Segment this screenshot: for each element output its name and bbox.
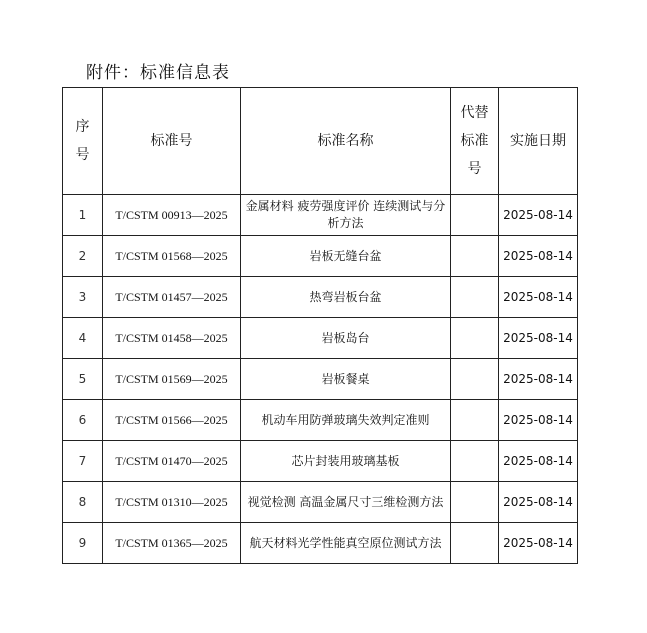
row-name: 热弯岩板台盆 [241,277,451,318]
header-index: 序 号 [63,88,103,195]
row-code: T/CSTM 01365—2025 [103,523,241,564]
row-replaces [451,400,499,441]
table-row [63,523,578,564]
row-index: 6 [63,400,103,441]
row-date: 2025-08-14 [499,236,578,277]
header-replaces: 代替 标准 号 [451,88,499,195]
table-header-row [63,88,578,195]
row-code: T/CSTM 01457—2025 [103,277,241,318]
row-replaces [451,236,499,277]
page-title: 附件：标准信息表 [86,63,230,83]
row-replaces [451,277,499,318]
row-name: 岩板无缝台盆 [241,236,451,277]
row-replaces [451,359,499,400]
row-code: T/CSTM 01458—2025 [103,318,241,359]
row-replaces [451,441,499,482]
row-index: 1 [63,195,103,236]
row-date: 2025-08-14 [499,195,578,236]
row-code: T/CSTM 01566—2025 [103,400,241,441]
row-replaces [451,195,499,236]
table-row [63,482,578,523]
row-index: 4 [63,318,103,359]
row-date: 2025-08-14 [499,441,578,482]
row-name: 金属材料 疲劳强度评价 连续测试与分析方法 [241,195,451,236]
row-replaces [451,523,499,564]
table-row [63,441,578,482]
row-name: 岩板岛台 [241,318,451,359]
row-code: T/CSTM 01569—2025 [103,359,241,400]
row-date: 2025-08-14 [499,277,578,318]
row-index: 3 [63,277,103,318]
row-index: 5 [63,359,103,400]
row-name: 航天材料光学性能真空原位测试方法 [241,523,451,564]
header-date: 实施日期 [499,88,578,195]
table-row [63,318,578,359]
row-name: 岩板餐桌 [241,359,451,400]
row-name: 芯片封装用玻璃基板 [241,441,451,482]
row-index: 2 [63,236,103,277]
row-code: T/CSTM 00913—2025 [103,195,241,236]
row-date: 2025-08-14 [499,318,578,359]
row-code: T/CSTM 01310—2025 [103,482,241,523]
row-replaces [451,482,499,523]
row-code: T/CSTM 01470—2025 [103,441,241,482]
table-row [63,359,578,400]
row-replaces [451,318,499,359]
row-date: 2025-08-14 [499,400,578,441]
row-date: 2025-08-14 [499,359,578,400]
header-code: 标准号 [103,88,241,195]
row-index: 8 [63,482,103,523]
row-index: 7 [63,441,103,482]
table-row [63,236,578,277]
row-date: 2025-08-14 [499,482,578,523]
row-name: 视觉检测 高温金属尺寸三维检测方法 [241,482,451,523]
row-index: 9 [63,523,103,564]
row-code: T/CSTM 01568—2025 [103,236,241,277]
row-name: 机动车用防弹玻璃失效判定准则 [241,400,451,441]
table-row [63,195,578,236]
table-row [63,400,578,441]
table-row [63,277,578,318]
standards-table [62,87,578,564]
header-name: 标准名称 [241,88,451,195]
row-date: 2025-08-14 [499,523,578,564]
